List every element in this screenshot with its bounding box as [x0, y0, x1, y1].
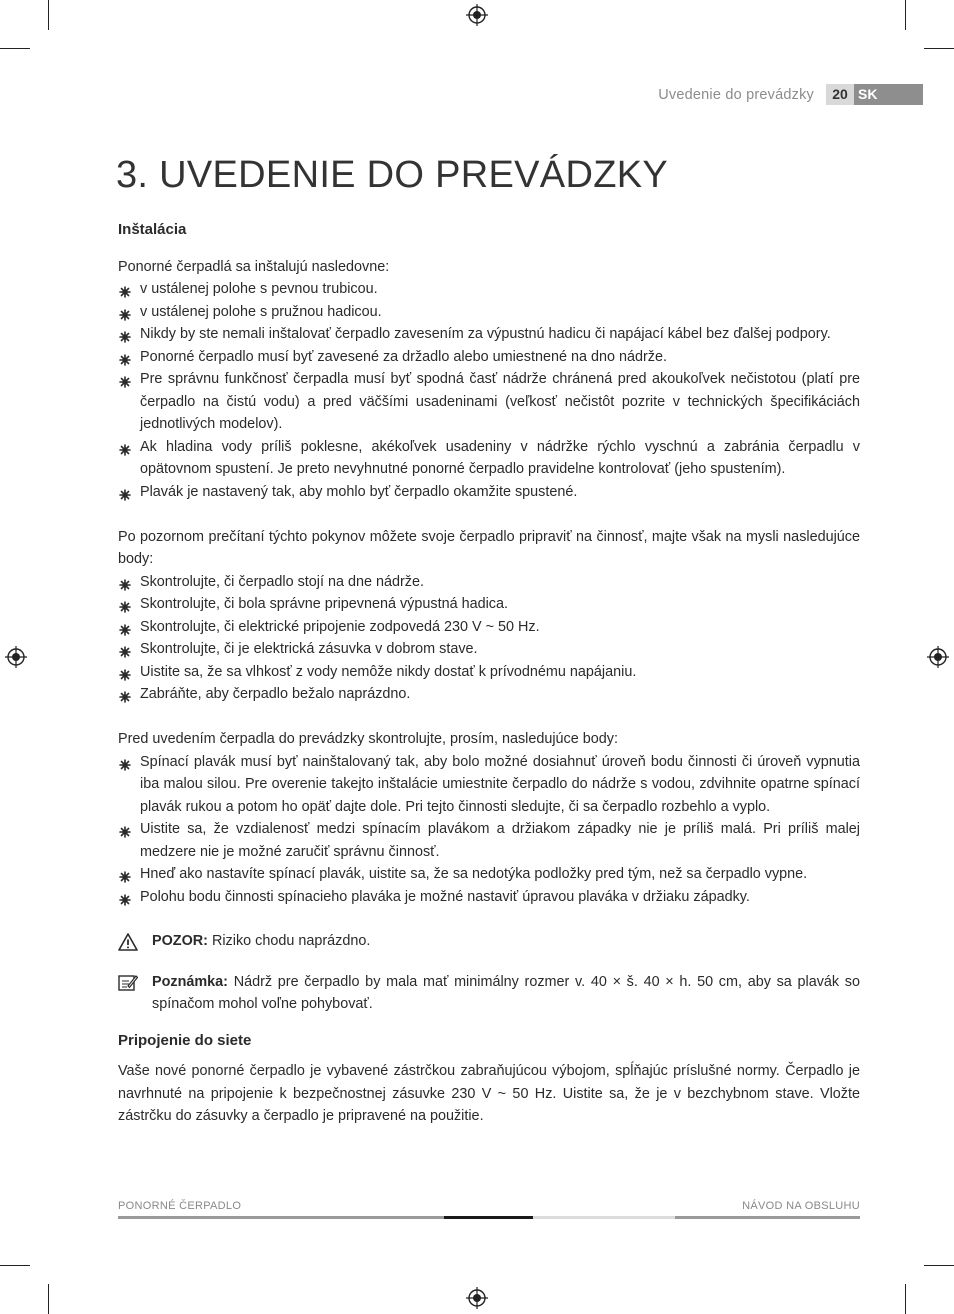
language-tab: SK [854, 84, 923, 105]
checks-list [118, 571, 860, 706]
bullet-icon [119, 688, 131, 700]
list-item-text: Polohu bodu činnosti spínacieho plaváka je možné nastaviť úpravou plaváka v držiaku západky. [140, 888, 750, 905]
registration-mark-icon [4, 645, 28, 669]
list-item-text: Pre správnu funkčnosť čerpadla musí byť spodná časť nádrže chránená pred akoukoľvek nečistotou (platí pre čerpadlo na čistú vodu) a pred väčšími usadeninami (veľkosť nečistôt pozrite v technických špecifikáciách jednotlivých modelov). [140, 371, 860, 432]
list-item [118, 751, 860, 819]
footer-rule [675, 1216, 860, 1219]
list-item [118, 661, 860, 684]
bullet-icon [119, 621, 131, 633]
bullet-icon [119, 666, 131, 678]
list-item [118, 323, 860, 346]
footer-rule [444, 1216, 533, 1219]
main-content [118, 219, 860, 1128]
list-item [118, 571, 860, 594]
registration-mark-icon [465, 1286, 489, 1310]
list-item-text: Uistite sa, že sa vlhkosť z vody nemôže nikdy dostať k prívodnému napájaniu. [140, 663, 637, 680]
note-text: Nádrž pre čerpadlo by mala mať minimálny rozmer v. 40 × š. 40 × h. 50 cm, aby sa plavák so spínačom mohol voľne pohybovať. [152, 973, 860, 1012]
list-item-text: Uistite sa, že vzdialenosť medzi spínacím plavákom a držiakom západky nie je príliš malá. Pri príliš malej medzere nie je možné zaručiť správnu činnosť. [140, 821, 860, 860]
checks-intro: Po pozornom prečítaní týchto pokynov môžete svoje čerpadlo pripraviť na činnosť, majte však na mysli nasledujúce body: [118, 528, 860, 567]
connection-text: Vaše nové ponorné čerpadlo je vybavené zástrčkou zabraňujúcou výbojom, spĺňajúc príslušné normy. Čerpadlo je navrhnuté na pripojenie k bezpečnostnej zásuvke 230 V ~ 50 Hz. Uistite sa, že je v bezchybnom stave. Vložte zástrčku do zásuvky a čerpadlo je pripravené na použitie. [118, 1063, 860, 1124]
list-item-text: Plavák je nastavený tak, aby mohlo byť čerpadlo okamžite spustené. [140, 483, 578, 500]
footer-rule [533, 1216, 675, 1219]
warning-label: POZOR: [152, 933, 208, 949]
page-title: 3. UVEDENIE DO PREVÁDZKY [116, 154, 669, 196]
footer-product: PONORNÉ ČERPADLO [118, 1200, 242, 1212]
list-item [118, 616, 860, 639]
list-item-text: Nikdy by ste nemali inštalovať čerpadlo zavesením za výpustnú hadicu či napájací kábel bez ďalšej podpory. [140, 326, 831, 342]
bullet-icon [119, 486, 131, 498]
section-label: Uvedenie do prevádzky [658, 87, 814, 103]
installation-intro: Ponorné čerpadlá sa inštalujú nasledovne: [118, 258, 390, 275]
list-item [118, 346, 860, 369]
bullet-icon [119, 576, 131, 588]
installation-list [118, 278, 860, 503]
bullet-icon [119, 643, 131, 655]
registration-mark-icon [926, 645, 950, 669]
list-item [118, 301, 860, 324]
list-item [118, 863, 860, 886]
bullet-icon [119, 283, 131, 295]
list-item-text: Ak hladina vody príliš poklesne, akékoľvek usadeniny v nádržke rýchlo vyschnú a zabránia čerpadlu v opätovnom spustení. Je preto nevyhnutné ponorné čerpadlo pravidelne kontrolovať (jeho spustením). [140, 438, 860, 477]
note-notice [118, 971, 860, 1016]
list-item-text: Spínací plavák musí byť nainštalovaný tak, aby bolo možné dosiahnuť úroveň bodu činnosti či úroveň vypnutia iba malou silou. Pre overenie takejto inštalácie umiestnite čerpadlo do nádrže s vodou, zdvihnite opatrne spínací plavák rukou a potom ho opäť dajte dole. Pri tejto činnosti sledujte, či sa čerpadlo rozbehlo a vyplo. [140, 753, 860, 815]
note-label: Poznámka: [152, 973, 228, 990]
list-item-text: Zabráňte, aby čerpadlo bežalo naprázdno. [140, 686, 411, 702]
bullet-icon [119, 373, 131, 385]
prestart-intro: Pred uvedením čerpadla do prevádzky skontrolujte, prosím, nasledujúce body: [118, 731, 618, 747]
crop-mark [905, 1284, 906, 1314]
crop-mark [48, 1284, 49, 1314]
crop-mark [0, 48, 30, 49]
crop-mark [48, 0, 49, 30]
list-item-text: v ustálenej polohe s pevnou trubicou. [140, 281, 378, 297]
registration-mark-icon [465, 3, 489, 27]
warning-triangle-icon [118, 933, 138, 951]
bullet-icon [119, 891, 131, 903]
bullet-icon [119, 351, 131, 363]
list-item [118, 886, 860, 909]
note-icon [118, 974, 138, 992]
list-item-text: Skontrolujte, či bola správne pripevnená výpustná hadica. [140, 596, 508, 612]
list-item [118, 638, 860, 661]
list-item [118, 818, 860, 863]
crop-mark [924, 1265, 954, 1266]
bullet-icon [119, 441, 131, 453]
warning-notice [118, 930, 860, 953]
footer-manual: NÁVOD NA OBSLUHU [742, 1200, 860, 1212]
list-item [118, 593, 860, 616]
list-item [118, 683, 860, 706]
list-item-text: Skontrolujte, či elektrické pripojenie zodpovedá 230 V ~ 50 Hz. [140, 618, 540, 635]
list-item [118, 368, 860, 436]
list-item-text: Skontrolujte, či čerpadlo stojí na dne nádrže. [140, 573, 424, 590]
bullet-icon [119, 328, 131, 340]
list-item [118, 481, 860, 504]
crop-mark [905, 0, 906, 30]
list-item [118, 278, 860, 301]
prestart-list [118, 751, 860, 909]
warning-text: Riziko chodu naprázdno. [207, 933, 371, 949]
crop-mark [924, 48, 954, 49]
crop-mark [0, 1265, 30, 1266]
bullet-icon [119, 598, 131, 610]
connection-heading: Pripojenie do siete [118, 1031, 252, 1049]
bullet-icon [119, 823, 131, 835]
installation-heading: Inštalácia [118, 221, 187, 238]
list-item-text: Hneď ako nastavíte spínací plavák, uistite sa, že sa nedotýka podložky pred tým, než sa čerpadlo vypne. [140, 866, 808, 882]
bullet-icon [119, 756, 131, 768]
list-item-text: v ustálenej polohe s pružnou hadicou. [140, 303, 382, 320]
list-item-text: Skontrolujte, či je elektrická zásuvka v dobrom stave. [140, 641, 478, 657]
list-item-text: Ponorné čerpadlo musí byť zavesené za držadlo alebo umiestnené na dno nádrže. [140, 348, 667, 365]
list-item [118, 436, 860, 481]
footer-rule [118, 1216, 444, 1219]
bullet-icon [119, 306, 131, 318]
bullet-icon [119, 868, 131, 880]
page-number: 20 [826, 84, 854, 105]
